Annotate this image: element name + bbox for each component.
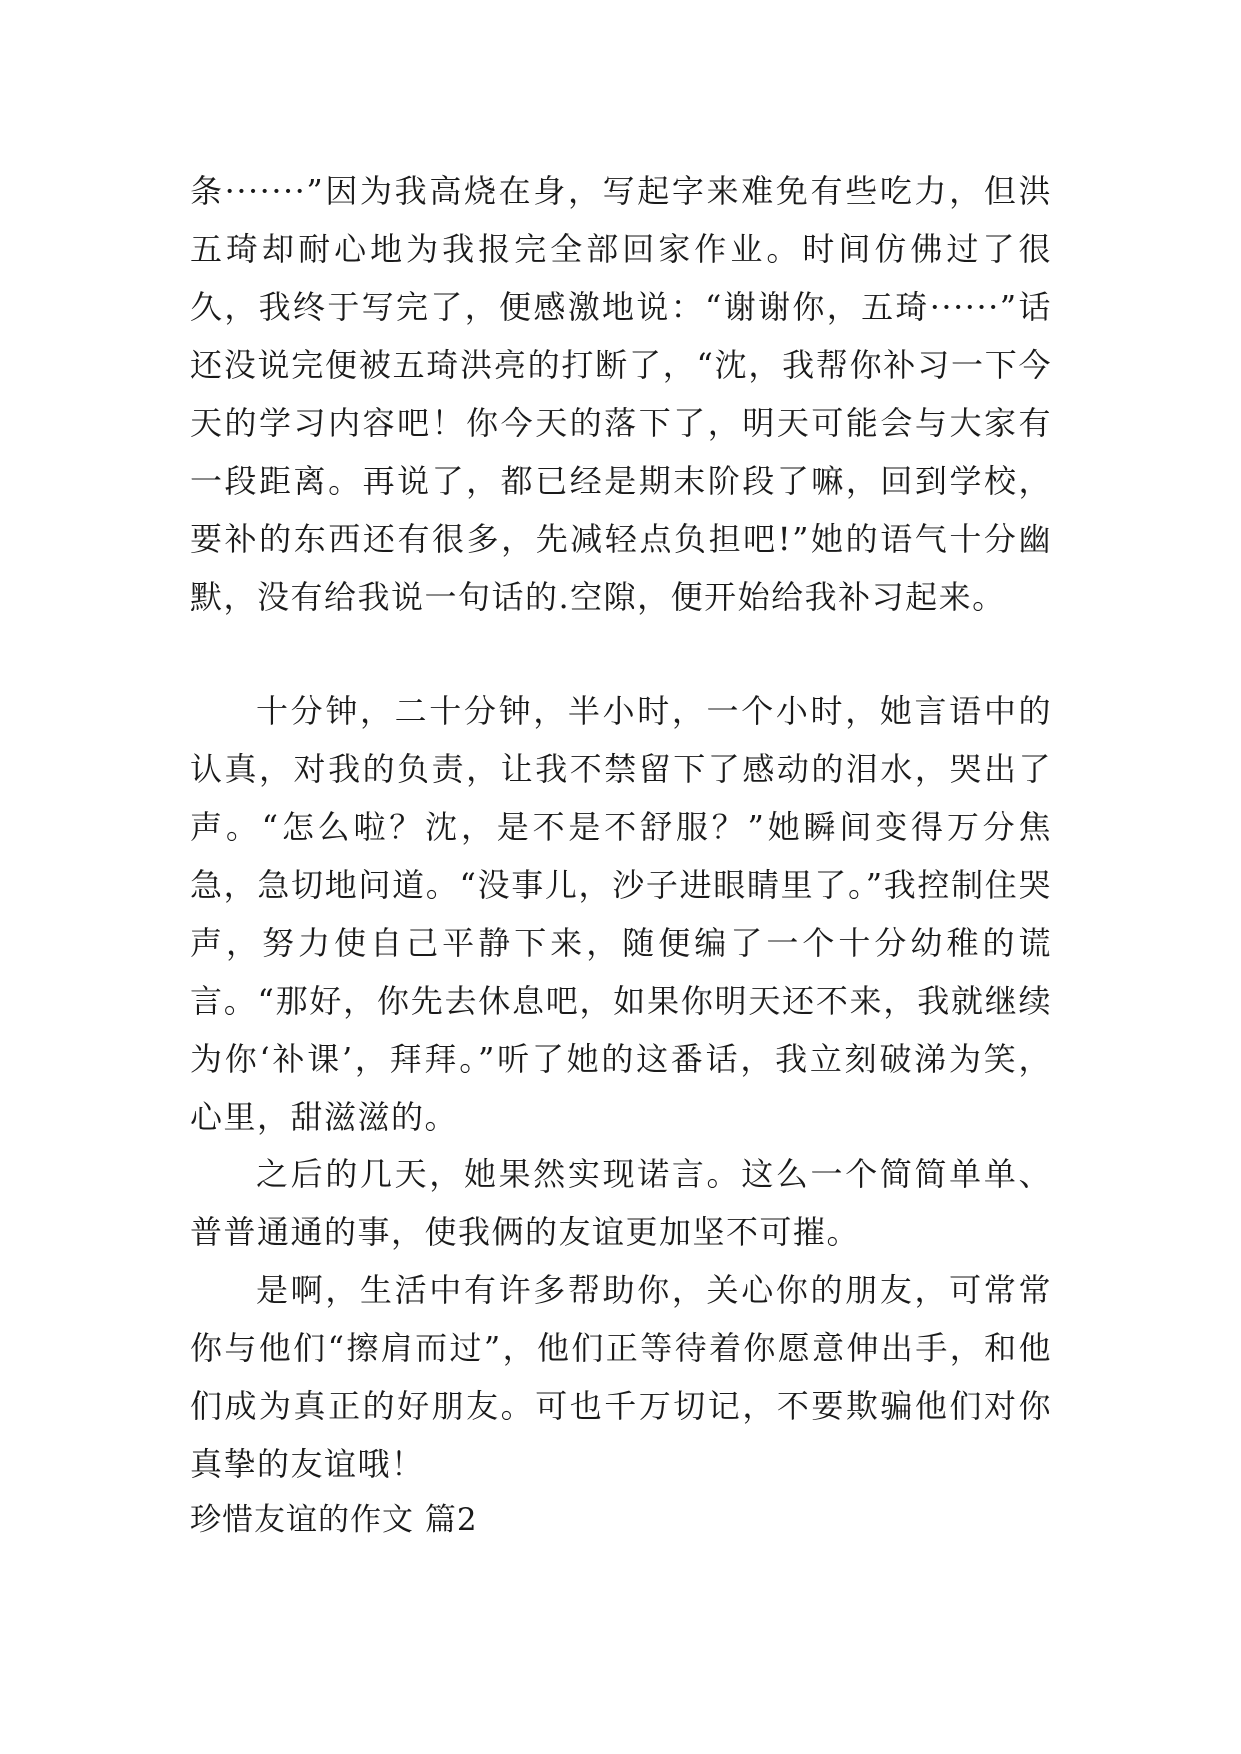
section-heading: 珍惜友谊的作文 篇2 [190,1502,478,1538]
paragraph-conclusion: 是啊，生活中有许多帮助你，关心你的朋友，可常常你与他们“擦肩而过”，他们正等待着你愿意伸出手，和他们成为真正的好朋友。可也千万切记，不要欺骗他们对你真挚的友谊哦！ [190,1271,1052,1483]
paragraph-continuation: 条·······”因为我高烧在身，写起字来难免有些吃力，但洪五琦却耐心地为我报完全部回家作业。时间仿佛过了很久，我终于写完了，便感激地说：“谢谢你，五琦······”话还没说完便被五琦洪亮的打断了，“沈，我帮你补习一下今天的学习内容吧！你今天的落下了，明天可能会与大家有一段距离。再说了，都已经是期末阶段了嘛，回到学校，要补的东西还有很多，先减轻点负担吧!”她的语气十分幽默，没有给我说一句话的.空隙，便开始给我补习起来。 [190,172,1052,616]
paragraph-homework-help: 十分钟，二十分钟，半小时，一个小时，她言语中的认真，对我的负责，让我不禁留下了感动的泪水，哭出了声。“怎么啦？沈，是不是不舒服？”她瞬间变得万分焦急，急切地问道。“没事儿，沙子进眼睛里了。”我控制住哭声，努力使自己平静下来，随便编了一个十分幼稚的谎言。“那好，你先去休息吧，如果你明天还不来，我就继续为你‘补课’，拜拜。”听了她的这番话，我立刻破涕为笑，心里，甜滋滋的。 [190,692,1052,1136]
paragraph-promise: 之后的几天，她果然实现诺言。这么一个简简单单、普普通通的事，使我俩的友谊更加坚不可摧。 [190,1155,1052,1251]
